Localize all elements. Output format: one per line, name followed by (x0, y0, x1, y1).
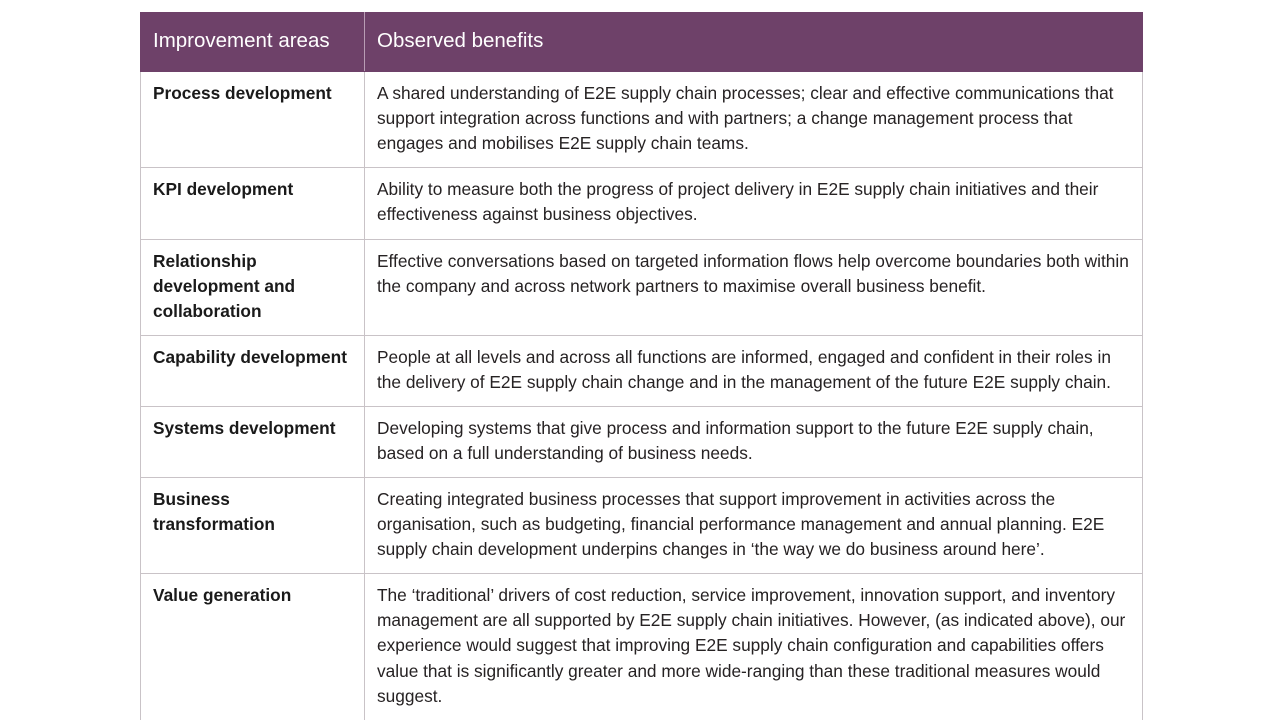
column-header-improvement-areas: Improvement areas (141, 13, 365, 72)
table-row (141, 478, 1143, 574)
cell-improvement-area: Business transformation (141, 478, 365, 574)
table-body (141, 72, 1143, 720)
table-row (141, 406, 1143, 477)
cell-observed-benefit: Effective conversations based on targeted information flows help overcome boundaries both within the company and across network partners to maximise overall business benefit. (365, 239, 1143, 335)
benefits-table-container (140, 12, 1142, 720)
cell-observed-benefit: The ‘traditional’ drivers of cost reduction, service improvement, innovation support, and inventory management are all supported by E2E supply chain initiatives. However, (as indicated above), our experience would suggest that improving E2E supply chain configuration and capabilities offers value that is significantly greater and more wide-ranging than these traditional measures would suggest. (365, 574, 1143, 720)
column-header-observed-benefits: Observed benefits (365, 13, 1143, 72)
cell-observed-benefit: People at all levels and across all functions are informed, engaged and confident in their roles in the delivery of E2E supply chain change and in the management of the future E2E supply chain. (365, 335, 1143, 406)
cell-observed-benefit: A shared understanding of E2E supply chain processes; clear and effective communications that support integration across functions and with partners; a change management process that engages and mobilises E2E supply chain teams. (365, 72, 1143, 168)
cell-improvement-area: Capability development (141, 335, 365, 406)
table-row (141, 335, 1143, 406)
cell-improvement-area: KPI development (141, 168, 365, 239)
table-header-row (141, 13, 1143, 72)
cell-improvement-area: Process development (141, 72, 365, 168)
cell-improvement-area: Value generation (141, 574, 365, 720)
table-row (141, 168, 1143, 239)
table-row (141, 239, 1143, 335)
cell-improvement-area: Relationship development and collaboration (141, 239, 365, 335)
table-row (141, 574, 1143, 720)
cell-observed-benefit: Creating integrated business processes that support improvement in activities across the organisation, such as budgeting, financial performance management and annual planning. E2E supply chain development underpins changes in ‘the way we do business around here’. (365, 478, 1143, 574)
table-row (141, 72, 1143, 168)
improvement-benefits-table (140, 12, 1143, 720)
table-header (141, 13, 1143, 72)
cell-improvement-area: Systems development (141, 406, 365, 477)
cell-observed-benefit: Ability to measure both the progress of project delivery in E2E supply chain initiatives and their effectiveness against business objectives. (365, 168, 1143, 239)
cell-observed-benefit: Developing systems that give process and information support to the future E2E supply chain, based on a full understanding of business needs. (365, 406, 1143, 477)
